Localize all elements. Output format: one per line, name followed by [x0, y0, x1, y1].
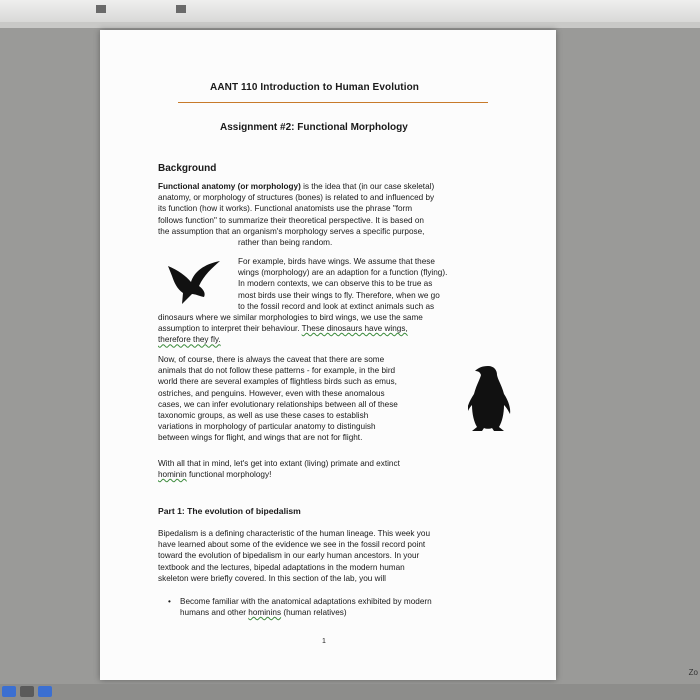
text-line: the assumption that an organism's morphology serves a specific purpose, [158, 226, 425, 236]
background-paragraph-4 [158, 458, 518, 480]
window-toolbar [0, 0, 700, 22]
ruler [0, 22, 700, 28]
part1-paragraph [158, 528, 518, 584]
text-line: Now, of course, there is always the caveat that there are some [158, 355, 385, 364]
penguin-icon [468, 364, 512, 436]
text-line: to the fossil record and look at extinct animals such as [238, 301, 435, 311]
text-line: its function (how it works). Functional anatomists use the phrase "form [158, 204, 413, 214]
text-line: world there are several examples of flightless birds such as emus, [158, 377, 397, 387]
course-title: AANT 110 Introduction to Human Evolution [210, 82, 419, 93]
document-page[interactable] [100, 30, 556, 680]
assignment-title: Assignment #2: Functional Morphology [220, 122, 408, 133]
text-line: dinosaurs where we similar morphologies to bird wings, we use the same [158, 313, 423, 322]
background-paragraph-2 [238, 256, 528, 312]
title-divider [178, 102, 488, 103]
text-line: humans and other [180, 608, 249, 617]
flagged-word: hominin [158, 470, 187, 480]
text-line: functional morphology! [186, 470, 272, 480]
text-line: With all that in mind, let's get into extant (living) primate and extinct [158, 459, 400, 468]
part1-heading: Part 1: The evolution of bipedalism [158, 506, 301, 516]
text-line: skeleton were briefly covered. In this section of the lab, you will [158, 573, 386, 583]
objectives-list [168, 596, 525, 618]
text-line: In modern contexts, we can observe this to be true as [238, 279, 433, 289]
page-number: 1 [322, 638, 326, 645]
text-line: rather than being random. [238, 238, 333, 248]
text-line: textbook and the lectures, bipedal adaptations in the modern human [158, 562, 405, 572]
background-paragraph-3 [158, 354, 468, 444]
text-line: have learned about some of the evidence we see in the fossil record point [158, 540, 426, 550]
bullet-icon: • [168, 597, 171, 606]
text-line: toward the evolution of bipedalism in our early human ancestors. In your [158, 551, 420, 561]
toolbar-control[interactable] [176, 5, 186, 13]
status-bar [0, 684, 700, 700]
text-line: anatomy, or morphology of structures (bones) is related to and influenced by [158, 193, 435, 203]
list-item-line: Become familiar with the anatomical adaptations exhibited by modern [180, 597, 432, 606]
draft-view-button[interactable] [2, 686, 16, 697]
background-heading: Background [158, 163, 217, 174]
text-line: variations in morphology of particular anatomy to distinguish [158, 422, 376, 432]
term-functional-anatomy: Functional anatomy (or morphology) [158, 182, 301, 191]
text-line: assumption to interpret their behaviour. [158, 324, 302, 334]
text-line: ostriches, and penguins. However, even with these anomalous [158, 388, 385, 398]
zoom-label[interactable]: Zo [688, 668, 698, 677]
text-line: animals that do not follow these patterns - for example, in the bird [158, 366, 396, 376]
print-layout-view-button[interactable] [38, 686, 52, 697]
background-paragraph-1 [158, 181, 518, 248]
background-paragraph-2-cont [158, 312, 518, 346]
text-line: cases, we can infer evolutionary relationships between all of these [158, 399, 398, 409]
outline-view-button[interactable] [20, 686, 34, 697]
text-line: Bipedalism is a defining characteristic of the human lineage. This week you [158, 529, 431, 538]
toolbar-control[interactable] [96, 5, 106, 13]
flying-bird-icon [166, 260, 224, 306]
text-line: (human relatives) [281, 608, 347, 617]
flagged-sentence: therefore they fly. [158, 335, 221, 345]
text-line: wings (morphology) are an adaption for a function (flying). [238, 268, 448, 278]
text-line: most birds use their wings to fly. Therefore, when we go [238, 290, 440, 300]
text-line: follows function" to summarize their theoretical perspective. It is based on [158, 215, 424, 225]
text-line: For example, birds have wings. We assume that these [238, 257, 435, 266]
flagged-word: hominins [248, 608, 282, 617]
flagged-sentence: These dinosaurs have wings, [301, 324, 408, 334]
text-line: taxonomic groups, as well as use these cases to establish [158, 411, 369, 421]
text-line: is the idea that (in our case skeletal) [300, 182, 435, 191]
text-line: between wings for flight, and wings that are not for flight. [158, 433, 363, 443]
